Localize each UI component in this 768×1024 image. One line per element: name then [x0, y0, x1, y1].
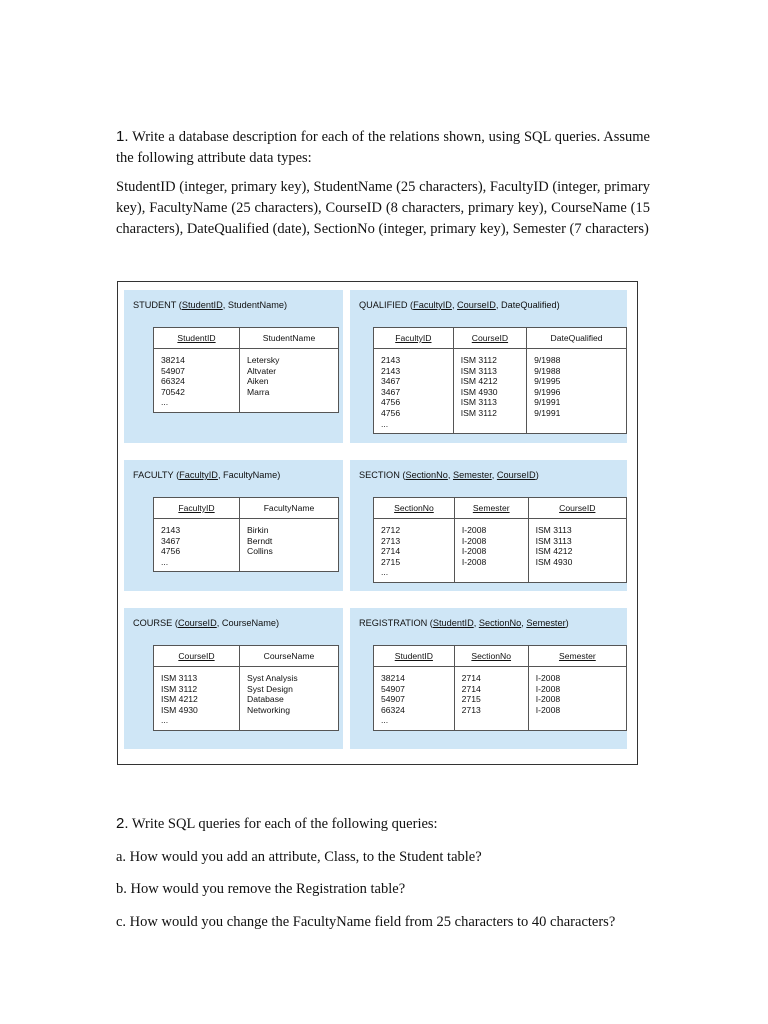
column-values: [154, 667, 240, 731]
table-cell: 3467: [381, 386, 401, 397]
table-cell: ISM 3112: [460, 355, 497, 365]
table-body: [374, 349, 627, 434]
column-header: [374, 498, 455, 519]
table-cell: I-2008: [535, 683, 561, 694]
column-values: [374, 667, 455, 731]
table-cell: 2715: [381, 556, 401, 567]
column-header-label: CourseName: [263, 651, 315, 661]
data-row: [374, 519, 627, 583]
table-cell: Collins: [247, 546, 273, 557]
question-2-number: 2.: [116, 815, 129, 832]
question-2: [116, 814, 438, 834]
table-cell: 4756: [381, 407, 401, 418]
table-cell: 2713: [461, 704, 481, 715]
table-cell: ISM 3112: [460, 407, 497, 418]
column-header-label: Semester: [558, 651, 596, 661]
column-values: [154, 349, 240, 413]
table-cell: ISM 4930: [535, 556, 573, 567]
table-header: [154, 328, 339, 349]
primary-key-attribute: FacultyID: [413, 300, 452, 310]
column-header: [374, 328, 454, 349]
question-2-intro: Write SQL queries for each of the following queries:: [128, 816, 438, 832]
table-cell: ...: [161, 397, 169, 408]
table-cell: 38214: [381, 673, 405, 683]
table-cell: Aiken: [247, 376, 269, 387]
relation-name: QUALIFIED: [359, 300, 408, 310]
table-cell: 3467: [381, 376, 401, 387]
column-header: [240, 646, 339, 667]
relation-name: STUDENT: [133, 300, 177, 310]
column-values: [453, 349, 526, 434]
table-cell: 9/1988: [534, 365, 561, 376]
primary-key-attribute: SectionNo: [478, 618, 522, 628]
table-cell: Networking: [247, 704, 290, 715]
primary-key-attribute: StudentID: [432, 618, 474, 628]
column-header-label: FacultyName: [263, 503, 315, 513]
question-2a: a. How would you add an attribute, Class, to the Student table?: [116, 849, 482, 865]
table-cell: 54907: [161, 365, 185, 376]
relation-name: SECTION: [359, 470, 400, 480]
primary-key-attribute: CourseID: [177, 618, 217, 628]
table-cell: ISM 3113: [535, 525, 572, 535]
table-cell: Syst Analysis: [247, 673, 298, 683]
table-cell: ISM 3113: [460, 365, 497, 376]
attribute-text: StudentName: [227, 300, 284, 310]
relation-name: COURSE: [133, 618, 173, 628]
panel-course: [124, 608, 343, 749]
header-row: [154, 498, 339, 519]
header-row: [374, 328, 627, 349]
table-header: [154, 498, 339, 519]
data-row: [154, 667, 339, 731]
primary-key-attribute: SectionNo: [405, 470, 448, 480]
column-header: [240, 328, 339, 349]
column-header: [154, 646, 240, 667]
relation-name: REGISTRATION: [359, 618, 428, 628]
table-cell: ...: [381, 418, 389, 429]
attribute-text: , CourseName: [216, 618, 276, 628]
table-cell: I-2008: [461, 525, 487, 535]
question-2b: b. How would you remove the Registration table?: [116, 881, 406, 897]
table-cell: ISM 3113: [460, 397, 497, 408]
relation-table: [153, 497, 339, 572]
column-values: [454, 667, 528, 731]
panel-registration: [350, 608, 627, 749]
table-header: [374, 646, 627, 667]
table-cell: ISM 3113: [161, 673, 198, 683]
question-1-text: Write a database description for each of the relations shown, using SQL queries. Assume the following attribute data types:: [116, 129, 650, 166]
primary-key-attribute: CourseID: [457, 300, 496, 310]
relation-title: [133, 470, 280, 480]
table-cell: 9/1991: [534, 407, 561, 418]
column-header: [374, 646, 455, 667]
table-header: [374, 328, 627, 349]
relation-title: [359, 300, 560, 310]
title-paren: (: [399, 470, 406, 480]
table-cell: 9/1996: [534, 386, 561, 397]
data-row: [374, 667, 627, 731]
attribute-text: ,: [222, 300, 228, 310]
column-header: [240, 498, 339, 519]
table-body: [374, 667, 627, 731]
table-cell: 54907: [381, 694, 405, 705]
table-cell: 54907: [381, 683, 405, 694]
column-header-label: CourseID: [559, 503, 596, 513]
data-row: [374, 349, 627, 434]
attribute-text: ,: [473, 618, 479, 628]
table-cell: Marra: [247, 386, 270, 397]
table-cell: [247, 715, 332, 726]
column-header-label: FacultyID: [395, 333, 432, 343]
table-cell: ISM 4212: [161, 694, 198, 705]
table-cell: I-2008: [535, 704, 561, 715]
title-paren: ): [284, 300, 288, 310]
relations-figure: [117, 281, 638, 765]
table-cell: 2143: [161, 525, 181, 535]
column-header: [453, 328, 526, 349]
primary-key-attribute: Semester: [526, 618, 566, 628]
table-cell: 2714: [381, 546, 401, 557]
column-values: [240, 349, 339, 413]
title-paren: ): [565, 618, 569, 628]
table-body: [154, 349, 339, 413]
attribute-text: , DateQualified: [495, 300, 557, 310]
primary-key-attribute: StudentID: [181, 300, 223, 310]
attribute-text: ,: [491, 470, 497, 480]
column-header-label: SectionNo: [471, 651, 512, 661]
primary-key-attribute: FacultyID: [179, 470, 218, 480]
table-cell: Berndt: [247, 535, 273, 546]
column-header: [528, 646, 626, 667]
title-paren: ): [277, 470, 281, 480]
column-header: [528, 498, 626, 519]
attribute-text: ,: [451, 300, 458, 310]
table-cell: 9/1995: [534, 376, 561, 387]
column-values: [374, 349, 454, 434]
data-row: [154, 519, 339, 572]
attribute-text: ,: [447, 470, 453, 480]
table-cell: 2143: [381, 355, 401, 365]
panel-qualified: [350, 290, 627, 443]
table-body: [374, 519, 627, 583]
panel-faculty: [124, 460, 343, 591]
column-header-label: CourseID: [471, 333, 509, 343]
table-header: [154, 646, 339, 667]
table-cell: ISM 4930: [460, 386, 498, 397]
table-cell: Altvater: [247, 365, 277, 376]
title-paren: (: [407, 300, 414, 310]
table-cell: 38214: [161, 355, 185, 365]
table-cell: ...: [161, 556, 169, 567]
column-header: [454, 646, 528, 667]
table-cell: I-2008: [461, 535, 487, 546]
table-cell: 4756: [381, 397, 401, 408]
column-values: [240, 667, 339, 731]
relation-title: [359, 618, 569, 628]
table-cell: [462, 715, 522, 726]
title-paren: (: [176, 300, 182, 310]
table-cell: I-2008: [461, 556, 487, 567]
table-cell: ...: [381, 567, 389, 578]
question-2c: c. How would you change the FacultyName field from 25 characters to 40 characters?: [116, 914, 616, 930]
table-cell: 2715: [461, 694, 481, 705]
column-values: [528, 519, 626, 583]
column-header-label: DateQualified: [550, 333, 603, 343]
column-values: [527, 349, 627, 434]
table-cell: I-2008: [461, 546, 487, 557]
header-row: [154, 646, 339, 667]
column-header-label: StudentName: [262, 333, 316, 343]
table-cell: ISM 4212: [535, 546, 573, 557]
column-header: [454, 498, 528, 519]
table-cell: 9/1988: [534, 355, 561, 365]
table-cell: 2714: [461, 673, 481, 683]
title-paren: (: [172, 618, 178, 628]
table-cell: Syst Design: [247, 683, 293, 694]
column-header-label: FacultyID: [178, 503, 215, 513]
panel-section: [350, 460, 627, 591]
data-row: [154, 349, 339, 413]
table-cell: [462, 567, 522, 578]
table-cell: 4756: [161, 546, 181, 557]
title-paren: ): [535, 470, 539, 480]
question-1: [116, 126, 650, 169]
table-cell: ISM 3112: [161, 683, 198, 694]
title-paren: (: [173, 470, 180, 480]
table-cell: I-2008: [535, 673, 561, 683]
column-values: [528, 667, 626, 731]
table-cell: 2143: [381, 365, 401, 376]
table-cell: Letersky: [247, 355, 280, 365]
column-header: [527, 328, 627, 349]
header-row: [154, 328, 339, 349]
table-body: [154, 667, 339, 731]
table-cell: 2712: [381, 525, 401, 535]
table-cell: 70542: [161, 386, 185, 397]
primary-key-attribute: CourseID: [496, 470, 536, 480]
column-values: [454, 519, 528, 583]
relation-title: [359, 470, 539, 480]
title-paren: (: [427, 618, 433, 628]
attribute-text: , FacultyName: [217, 470, 278, 480]
table-cell: I-2008: [535, 694, 561, 705]
question-1-number: 1.: [116, 128, 129, 145]
column-header-label: Semester: [472, 503, 510, 513]
relation-table: [153, 645, 339, 731]
table-cell: 66324: [161, 376, 185, 387]
table-cell: [247, 397, 332, 408]
table-cell: ...: [381, 715, 389, 726]
relation-table: [373, 645, 627, 731]
header-row: [374, 498, 627, 519]
table-cell: 2714: [461, 683, 481, 694]
table-cell: 66324: [381, 704, 405, 715]
panel-student: [124, 290, 343, 443]
relation-table: [373, 327, 627, 434]
table-cell: ISM 4212: [460, 376, 498, 387]
attribute-types-paragraph: StudentID (integer, primary key), StudentName (25 characters), FacultyID (integer, primary key), FacultyName (25 characters), CourseID (8 characters, primary key), CourseName (15 characters), DateQualified (date), SectionNo (integer, primary key), Semester (7 characters): [116, 179, 650, 237]
relation-title: [133, 300, 287, 310]
table-body: [154, 519, 339, 572]
table-cell: ISM 4930: [161, 704, 198, 715]
column-header-label: SectionNo: [394, 503, 434, 513]
header-row: [374, 646, 627, 667]
column-header-label: CourseID: [178, 651, 215, 661]
table-cell: [536, 715, 620, 726]
table-cell: ISM 3113: [535, 535, 572, 546]
relation-title: [133, 618, 279, 628]
table-header: [374, 498, 627, 519]
column-values: [154, 519, 240, 572]
table-cell: [536, 567, 620, 578]
attribute-text: ,: [521, 618, 527, 628]
primary-key-attribute: Semester: [452, 470, 492, 480]
table-cell: 9/1991: [534, 397, 561, 408]
relation-name: FACULTY: [133, 470, 174, 480]
title-paren: ): [556, 300, 560, 310]
column-header: [154, 498, 240, 519]
table-cell: 3467: [161, 535, 181, 546]
title-paren: ): [275, 618, 280, 628]
table-cell: [534, 419, 620, 430]
table-cell: 2713: [381, 535, 401, 546]
table-cell: ...: [161, 715, 169, 726]
table-cell: [461, 419, 520, 430]
relation-table: [373, 497, 627, 583]
column-header-label: StudentID: [177, 333, 216, 343]
column-values: [374, 519, 455, 583]
column-header-label: StudentID: [394, 651, 433, 661]
relation-table: [153, 327, 339, 413]
table-cell: Database: [247, 694, 284, 705]
table-cell: [247, 557, 332, 568]
table-cell: Birkin: [247, 525, 269, 535]
column-values: [240, 519, 339, 572]
column-header: [154, 328, 240, 349]
